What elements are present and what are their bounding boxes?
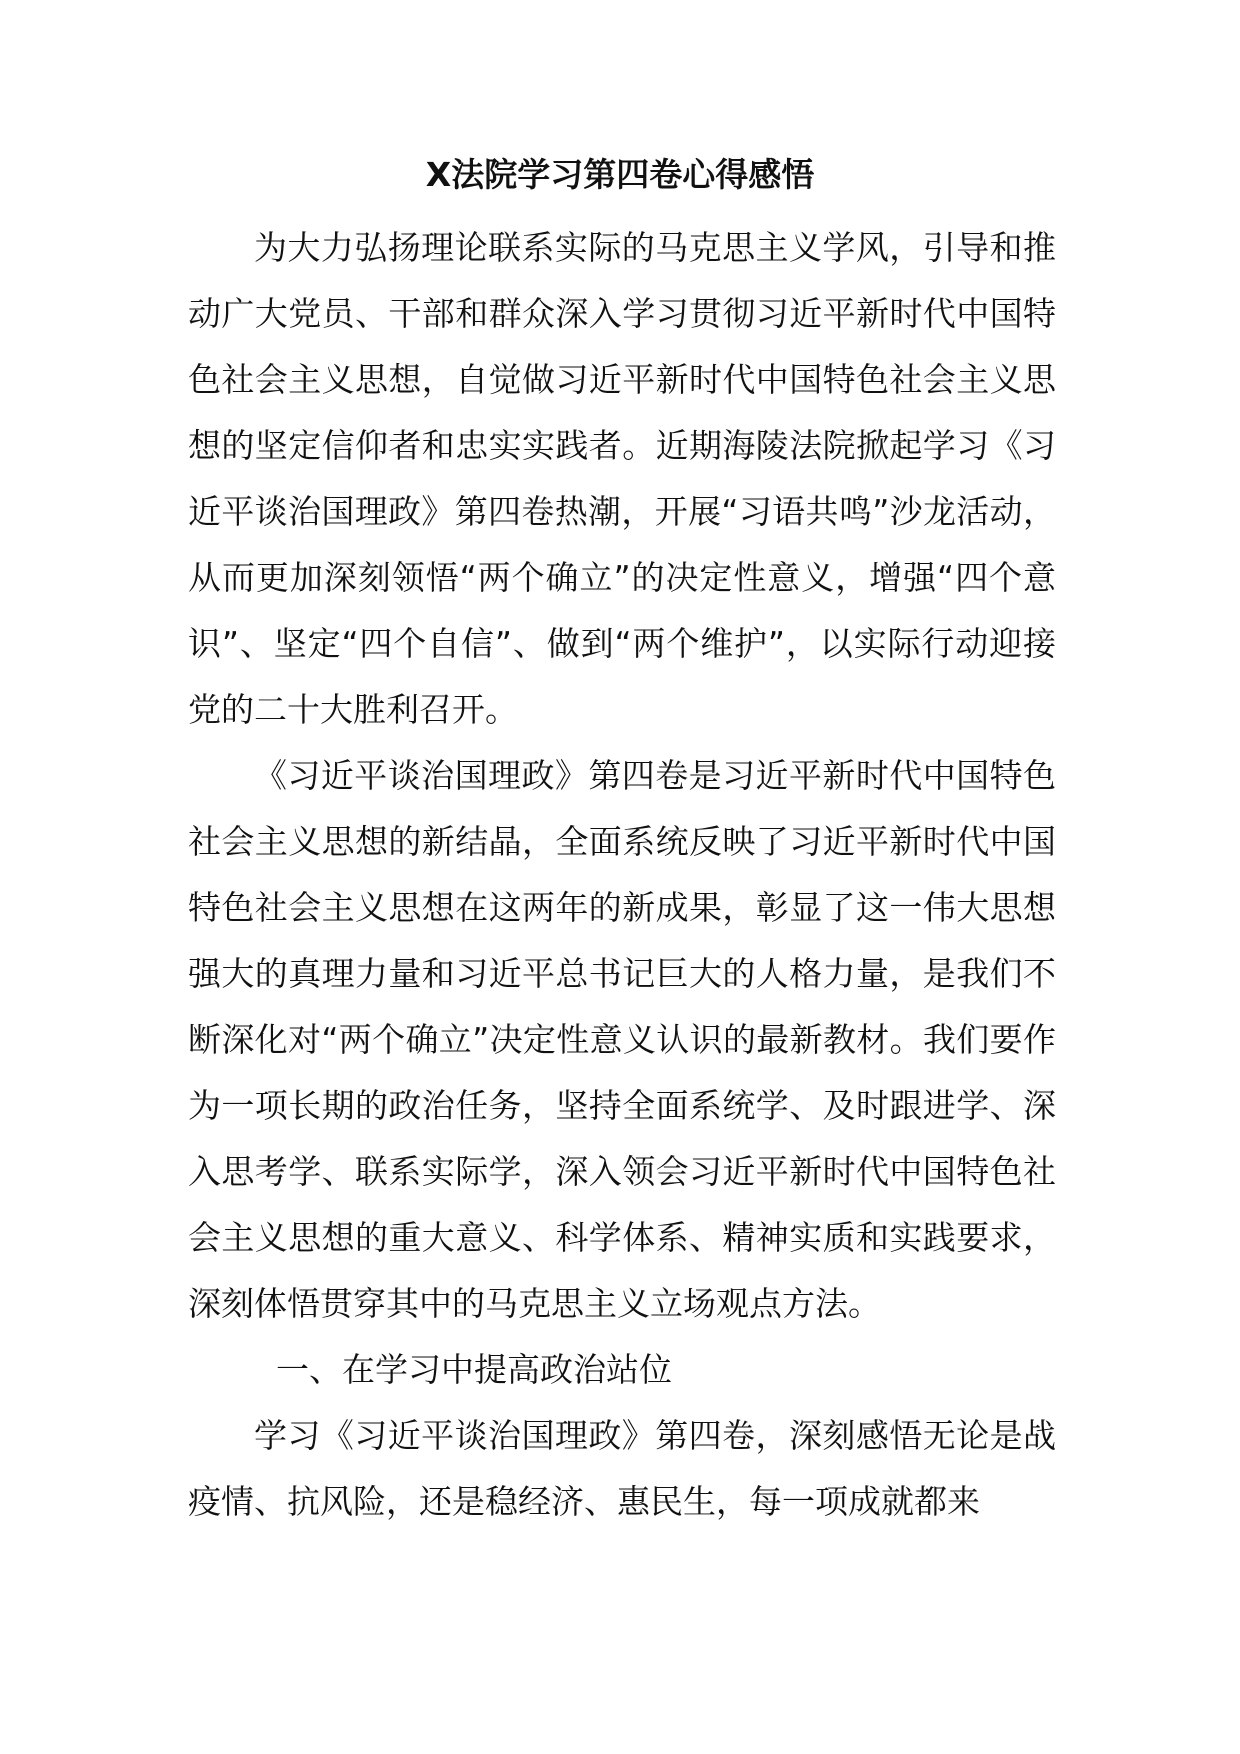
section-heading-political-stance: 一、在学习中提高政治站位: [276, 1350, 672, 1389]
paragraph-section-one: 学习《习近平谈治国理政》第四卷，深刻感悟无论是战疫情、抗风险，还是稳经济、惠民生，每一项成就都来: [188, 1416, 1056, 1521]
document-body: [188, 215, 1056, 1535]
document-title: X法院学习第四卷心得感悟: [425, 155, 815, 194]
paragraph-intro: 为大力弘扬理论联系实际的马克思主义学风，引导和推动广大党员、干部和群众深入学习贯彻习近平新时代中国特色社会主义思想，自觉做习近平新时代中国特色社会主义思想的坚定信仰者和忠实实践者。近期海陵法院掀起学习《习近平谈治国理政》第四卷热潮，开展“习语共鸣”沙龙活动，从而更加深刻领悟“两个确立”的决定性意义，增强“四个意识”、坚定“四个自信”、做到“两个维护”，以实际行动迎接党的二十大胜利召开。: [188, 228, 1056, 729]
paragraph-fourth-volume: 《习近平谈治国理政》第四卷是习近平新时代中国特色社会主义思想的新结晶，全面系统反映了习近平新时代中国特色社会主义思想在这两年的新成果，彰显了这一伟大思想强大的真理力量和习近平总书记巨大的人格力量，是我们不断深化对“两个确立”决定性意义认识的最新教材。我们要作为一项长期的政治任务，坚持全面系统学、及时跟进学、深入思考学、联系实际学，深入领会习近平新时代中国特色社会主义思想的重大意义、科学体系、精神实质和实践要求，深刻体悟贯穿其中的马克思主义立场观点方法。: [188, 756, 1056, 1323]
